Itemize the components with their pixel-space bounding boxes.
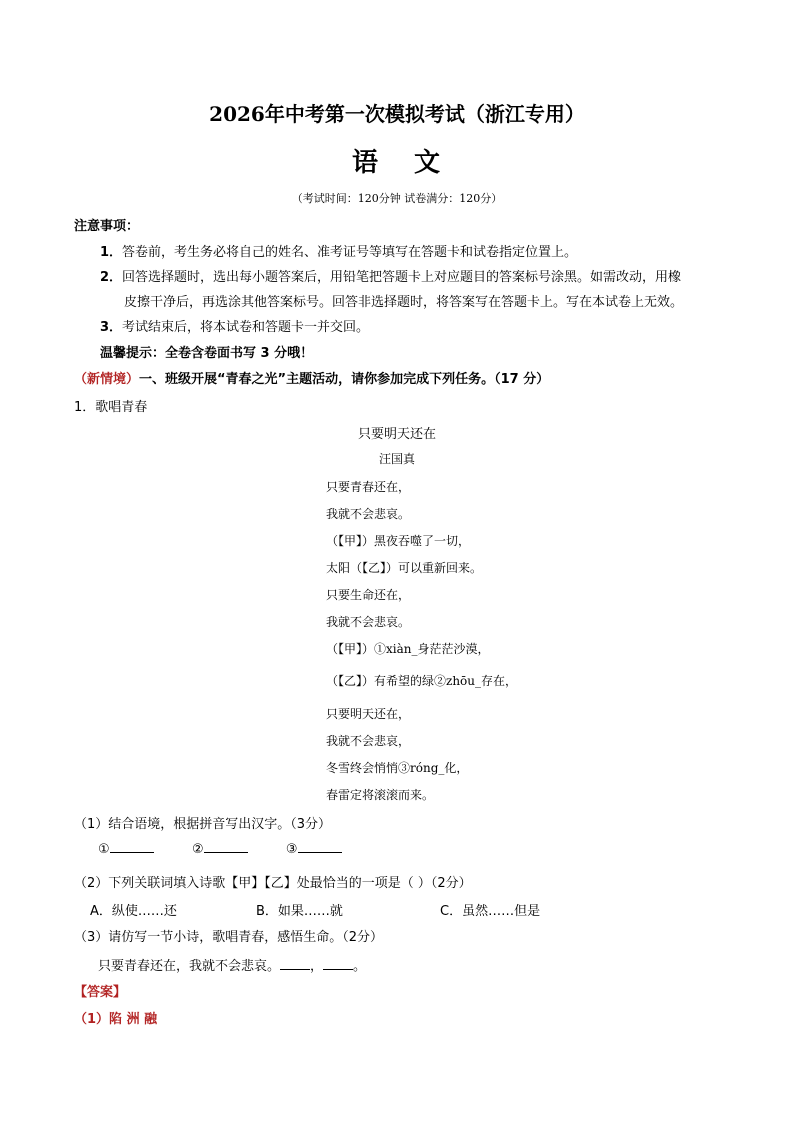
section-heading: （新情境）一、班级开展“青春之光”主题活动，请你参加完成下列任务。（17 分） bbox=[74, 372, 550, 387]
note-item-2: 2．回答选择题时，选出每小题答案后，用铅笔把答题卡上对应题目的答案标号涂黑。如需改动，用橡 bbox=[100, 270, 682, 285]
tip-line: 温馨提示：全卷含卷面书写 3 分哦！ bbox=[100, 346, 314, 361]
poem-line: 我就不会悲哀。 bbox=[326, 615, 411, 629]
answer-blanks-row bbox=[98, 842, 342, 857]
sub-question-1: （1）结合语境，根据拼音写出汉字。（3分） bbox=[74, 817, 332, 832]
option-c[interactable]: C．虽然……但是 bbox=[440, 904, 541, 919]
section-tag: （新情境） bbox=[74, 372, 140, 387]
note-item-2-cont: 皮擦干净后，再选涂其他答案标号。回答非选择题时，将答案写在答题卡上。写在本试卷上无效。 bbox=[124, 295, 684, 310]
subject-char-2: 文 bbox=[414, 148, 443, 178]
note-item-1: 1．答卷前，考生务必将自己的姓名、准考证号等填写在答题卡和试卷指定位置上。 bbox=[100, 245, 578, 260]
blank-1[interactable] bbox=[110, 852, 154, 853]
subject-title bbox=[0, 142, 794, 179]
poem-line: （【乙】）有希望的绿②zhōu_存在， bbox=[326, 674, 518, 688]
blank-label-2: ② bbox=[191, 842, 204, 857]
blank-2[interactable] bbox=[204, 852, 248, 853]
notes-heading: 注意事项： bbox=[74, 219, 140, 234]
answer-label: 【答案】 bbox=[74, 985, 127, 1000]
poem-line: 我就不会悲哀， bbox=[326, 734, 411, 748]
poem-line: （【甲】）①xiàn_身茫茫沙漠， bbox=[326, 642, 490, 656]
imitation-blank-2[interactable] bbox=[323, 969, 353, 970]
poem-title: 只要明天还在 bbox=[357, 427, 436, 442]
answer-line-1: （1）陷 洲 融 bbox=[74, 1012, 158, 1027]
option-a[interactable]: A．纵使……还 bbox=[90, 904, 177, 919]
note-item-3: 3．考试结束后，将本试卷和答题卡一并交回。 bbox=[100, 320, 370, 335]
poem-author: 汪国真 bbox=[378, 452, 415, 466]
option-b[interactable]: B．如果……就 bbox=[256, 904, 343, 919]
imitation-line: 只要青春还在，我就不会悲哀。 ， 。 bbox=[98, 959, 367, 974]
poem-line: 只要青春还在， bbox=[326, 480, 411, 494]
poem-line: 太阳（【乙】）可以重新回来。 bbox=[326, 561, 483, 575]
blank-label-3: ③ bbox=[285, 842, 298, 857]
sub-question-2: （2）下列关联词填入诗歌【甲】【乙】处最恰当的一项是（ ）（2分） bbox=[74, 876, 472, 891]
sub-question-3: （3）请仿写一节小诗，歌唱青春，感悟生命。（2分） bbox=[74, 930, 384, 945]
poem-line: 只要明天还在， bbox=[326, 707, 411, 721]
exam-title: 2026年中考第一次模拟考试（浙江专用） bbox=[209, 102, 585, 126]
poem-line: （【甲】）黑夜吞噬了一切， bbox=[326, 534, 471, 548]
poem-line: 我就不会悲哀。 bbox=[326, 507, 411, 521]
subject-char-1: 语 bbox=[351, 148, 380, 178]
blank-3[interactable] bbox=[298, 852, 342, 853]
poem-line: 春雷定将滚滚而来。 bbox=[326, 788, 435, 802]
poem-line: 冬雪终会悄悄③róng_化， bbox=[326, 761, 469, 775]
poem-line: 只要生命还在， bbox=[326, 588, 411, 602]
imitation-blank-1[interactable] bbox=[280, 969, 310, 970]
blank-label-1: ① bbox=[98, 842, 110, 857]
exam-meta: （考试时间：120分钟 试卷满分：120分） bbox=[291, 192, 503, 205]
question-1-label: 1．歌唱青春 bbox=[74, 400, 148, 415]
